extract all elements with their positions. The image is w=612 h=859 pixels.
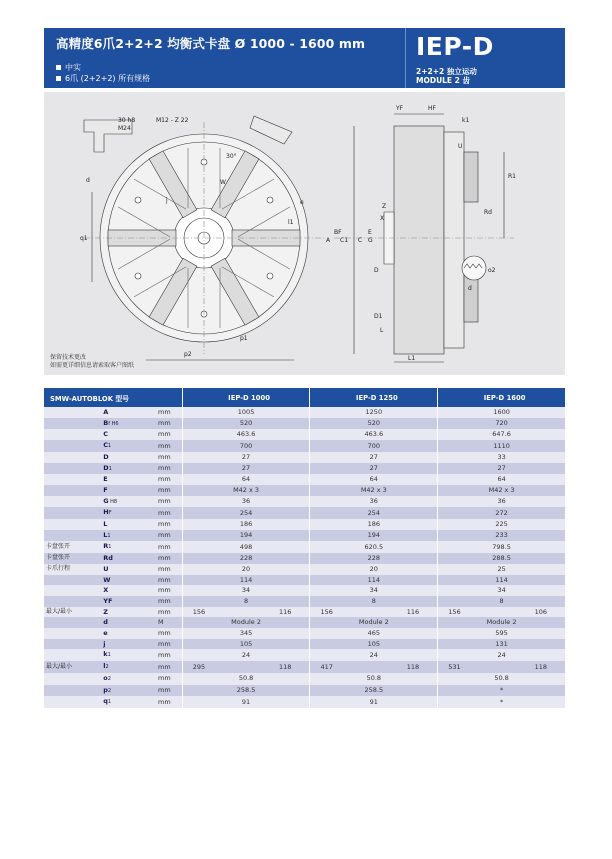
row-label: 卡盘张开 [44, 553, 97, 564]
dim-l1: l1 [288, 219, 294, 226]
header-banner [44, 28, 565, 88]
table-header-1600: IEP-D 1600 [438, 388, 565, 407]
table-row [44, 575, 565, 586]
row-label [44, 596, 97, 607]
table-cell: 258.5 [182, 685, 310, 697]
table-header-model: SMW-AUTOBLOK 型号 [44, 388, 182, 407]
table-cell: 91 [310, 696, 438, 708]
row-unit: mm [158, 440, 182, 452]
row-unit: mm [158, 607, 182, 618]
value-max: 156 [192, 607, 206, 616]
symbol-text: YF [103, 596, 113, 605]
row-unit: mm [158, 553, 182, 564]
table-cell: 114 [438, 575, 565, 586]
table-cell: M42 x 3 [182, 485, 310, 496]
table-cell: 36 [310, 496, 438, 508]
table-row [44, 649, 565, 661]
table-cell: 620.5 [310, 541, 438, 553]
dim-e: e [300, 199, 304, 206]
row-label [44, 440, 97, 452]
dim-h30: 30 h8 [118, 117, 136, 124]
symbol-text: d [103, 618, 108, 627]
row-unit: M [158, 617, 182, 628]
row-unit: mm [158, 661, 182, 673]
table-cell: Module 2 [438, 617, 565, 628]
row-unit: mm [158, 639, 182, 650]
spec-table [44, 388, 565, 708]
table-cell [310, 607, 438, 618]
row-label: 卡盘张开 [44, 541, 97, 553]
row-label [44, 585, 97, 596]
dim-x: X [380, 215, 385, 222]
symbol-text: j [103, 639, 106, 648]
symbol-text: B [103, 418, 109, 427]
dim-l1-side: L1 [408, 355, 416, 362]
row-unit: mm [158, 685, 182, 697]
table-cell: 20 [310, 564, 438, 575]
symbol-subscript: H8 [108, 498, 118, 505]
table-cell: 720 [438, 418, 565, 430]
value-min: 118 [406, 662, 420, 671]
table-cell: 34 [182, 585, 310, 596]
dim-m12: M12 - Z 22 [156, 117, 189, 124]
value-max: 417 [320, 662, 333, 671]
spec-table-wrapper [44, 388, 565, 708]
row-symbol [97, 407, 158, 418]
row-label [44, 429, 97, 440]
table-cell: 24 [182, 649, 310, 661]
table-row [44, 474, 565, 485]
table-cell: * [438, 685, 565, 697]
table-cell: 700 [182, 440, 310, 452]
dim-k1: k1 [462, 117, 470, 124]
row-unit: mm [158, 474, 182, 485]
table-cell: 254 [182, 507, 310, 519]
table-cell: 64 [182, 474, 310, 485]
row-label: 最大/最小 [44, 661, 97, 673]
row-label [44, 617, 97, 628]
value-max: 295 [192, 662, 206, 671]
dim-c: C [358, 237, 363, 244]
page-title: 高精度6爪2+2+2 均衡式卡盘 Ø 1000 - 1600 mm [56, 36, 366, 51]
dim-u: U [458, 143, 463, 150]
dim-m24: M24 [118, 125, 131, 132]
symbol-text: L [103, 520, 108, 529]
value-min: 118 [279, 662, 292, 671]
table-cell: 27 [310, 463, 438, 475]
table-row [44, 496, 565, 508]
table-cell: 345 [182, 628, 310, 639]
row-symbol [97, 607, 158, 618]
symbol-subscript: 2 [105, 664, 109, 671]
row-label [44, 673, 97, 685]
dim-r1: R1 [508, 173, 516, 180]
symbol-text: H [103, 508, 109, 517]
row-unit: mm [158, 564, 182, 575]
symbol-subscript: 2 [107, 687, 112, 694]
symbol-text: R [103, 542, 109, 551]
table-row [44, 585, 565, 596]
table-row [44, 673, 565, 685]
row-symbol [97, 673, 158, 685]
row-label [44, 485, 97, 496]
row-unit: mm [158, 463, 182, 475]
symbol-subscript: F [108, 510, 112, 517]
table-cell: 24 [310, 649, 438, 661]
drawing-notes: 保留技术更改 如需更详细信息请索取客户图纸 [50, 354, 135, 369]
table-cell: 105 [182, 639, 310, 650]
row-symbol [97, 685, 158, 697]
symbol-text: X [103, 586, 109, 595]
symbol-subscript: 1 [108, 544, 112, 551]
dim-o2: o2 [488, 267, 496, 274]
symbol-text: C [103, 441, 109, 450]
value-max: 156 [448, 607, 461, 616]
chuck-drawing [44, 92, 565, 375]
value-min: 118 [534, 662, 547, 671]
symbol-text: o [103, 673, 108, 682]
row-label [44, 463, 97, 475]
table-cell: 272 [438, 507, 565, 519]
product-code: IEP-D [416, 32, 494, 61]
row-symbol [97, 564, 158, 575]
row-label: 最大/最小 [44, 607, 97, 618]
table-cell: 33 [438, 452, 565, 463]
row-label [44, 530, 97, 542]
symbol-text: F [103, 485, 108, 494]
symbol-text: G [103, 496, 109, 505]
table-cell: 25 [438, 564, 565, 575]
dim-l: L [380, 327, 384, 334]
table-row [44, 463, 565, 475]
feature-list [56, 62, 150, 84]
dim-p1: p1 [240, 335, 248, 342]
table-cell: 463.6 [310, 429, 438, 440]
table-cell: 194 [310, 530, 438, 542]
table-cell: 27 [182, 452, 310, 463]
table-cell: 228 [182, 553, 310, 564]
dim-d-detail: d [468, 285, 472, 292]
row-label [44, 474, 97, 485]
symbol-text: q [103, 697, 108, 706]
table-row [44, 541, 565, 553]
table-cell: 8 [438, 596, 565, 607]
table-cell: 131 [438, 639, 565, 650]
row-symbol [97, 649, 158, 661]
table-cell: 20 [182, 564, 310, 575]
table-cell: 233 [438, 530, 565, 542]
row-label [44, 452, 97, 463]
row-unit: mm [158, 507, 182, 519]
row-label [44, 639, 97, 650]
table-row [44, 617, 565, 628]
symbol-text: D [103, 463, 109, 472]
table-cell: 8 [310, 596, 438, 607]
row-label [44, 628, 97, 639]
row-unit: mm [158, 673, 182, 685]
symbol-text: U [103, 564, 109, 573]
table-row [44, 530, 565, 542]
row-unit: mm [158, 596, 182, 607]
dim-rd: Rd [484, 209, 492, 216]
row-label [44, 507, 97, 519]
table-cell [182, 607, 310, 618]
row-symbol [97, 452, 158, 463]
table-cell: 1110 [438, 440, 565, 452]
dim-g: G [368, 237, 373, 244]
row-unit: mm [158, 628, 182, 639]
row-symbol [97, 661, 158, 673]
row-symbol [97, 553, 158, 564]
table-cell: 50.8 [182, 673, 310, 685]
row-label [44, 685, 97, 697]
dim-30deg: 30° [226, 153, 237, 160]
technical-drawing [44, 92, 565, 375]
symbol-text: D [103, 452, 109, 461]
table-row [44, 519, 565, 530]
dim-p2: p2 [184, 351, 192, 358]
table-cell: 36 [182, 496, 310, 508]
row-unit: mm [158, 530, 182, 542]
table-cell: 50.8 [438, 673, 565, 685]
table-cell: 186 [182, 519, 310, 530]
table-row [44, 429, 565, 440]
table-row [44, 485, 565, 496]
symbol-subscript: 1 [107, 652, 111, 659]
table-header-1000: IEP-D 1000 [182, 388, 310, 407]
row-symbol [97, 530, 158, 542]
row-symbol [97, 496, 158, 508]
row-symbol [97, 639, 158, 650]
symbol-text: E [103, 475, 108, 484]
value-max: 156 [320, 607, 333, 616]
table-cell: 27 [182, 463, 310, 475]
row-symbol [97, 519, 158, 530]
row-label [44, 575, 97, 586]
table-cell: 8 [182, 596, 310, 607]
table-row [44, 564, 565, 575]
symbol-subscript: 2 [107, 675, 111, 682]
row-symbol [97, 440, 158, 452]
row-label [44, 407, 97, 418]
row-unit: mm [158, 429, 182, 440]
table-row [44, 452, 565, 463]
row-symbol [97, 485, 158, 496]
row-label: 卡爪行程 [44, 564, 97, 575]
table-cell: Module 2 [310, 617, 438, 628]
table-cell: Module 2 [182, 617, 310, 628]
symbol-subscript: f H6 [108, 420, 119, 427]
row-symbol [97, 474, 158, 485]
symbol-subscript: 1 [108, 465, 112, 472]
dim-d: d [86, 177, 90, 184]
table-cell: 34 [310, 585, 438, 596]
dim-a: A [326, 237, 331, 244]
chuck-side-view [394, 126, 444, 354]
table-row [44, 639, 565, 650]
dim-d1: D1 [374, 313, 383, 320]
table-cell: 194 [182, 530, 310, 542]
table-cell: M42 x 3 [310, 485, 438, 496]
table-cell: M42 x 3 [438, 485, 565, 496]
row-unit: mm [158, 452, 182, 463]
dim-c1: C1 [340, 237, 349, 244]
symbol-text: p [103, 685, 108, 694]
row-unit: mm [158, 696, 182, 708]
table-cell [438, 607, 565, 618]
symbol-text: A [103, 408, 109, 416]
row-unit: mm [158, 418, 182, 430]
dim-hf: HF [428, 105, 436, 112]
row-unit: mm [158, 496, 182, 508]
table-row [44, 507, 565, 519]
header-divider [405, 28, 406, 88]
row-symbol [97, 418, 158, 430]
table-cell: 91 [182, 696, 310, 708]
table-cell: 798.5 [438, 541, 565, 553]
table-cell: 288.5 [438, 553, 565, 564]
table-cell [182, 661, 310, 673]
feature-item: 6爪 (2+2+2) 所有规格 [56, 73, 150, 84]
table-cell: 114 [182, 575, 310, 586]
symbol-text: Rd [103, 554, 113, 563]
feature-item: 中实 [56, 62, 150, 73]
table-cell: 34 [438, 585, 565, 596]
symbol-subscript: 1 [108, 443, 112, 450]
row-label [44, 649, 97, 661]
table-cell [310, 661, 438, 673]
row-symbol [97, 696, 158, 708]
dim-d-side: D [374, 267, 379, 274]
table-cell: 1250 [310, 407, 438, 418]
table-cell: * [438, 696, 565, 708]
dim-j: j [166, 197, 168, 204]
symbol-text: Z [103, 607, 108, 616]
table-cell: 258.5 [310, 685, 438, 697]
row-unit: mm [158, 519, 182, 530]
table-cell: 647.6 [438, 429, 565, 440]
table-cell: 64 [310, 474, 438, 485]
symbol-text: l [103, 662, 106, 671]
row-symbol [97, 617, 158, 628]
table-body [44, 407, 565, 708]
row-symbol [97, 463, 158, 475]
symbol-subscript: 1 [107, 532, 111, 539]
row-unit: mm [158, 541, 182, 553]
symbol-text: k [103, 650, 108, 659]
bullet-square-icon [56, 65, 61, 70]
dim-w: W [220, 179, 226, 186]
dim-yf: YF [396, 105, 404, 112]
symbol-text: C [103, 430, 109, 439]
dim-e-side: E [368, 229, 372, 236]
table-row [44, 418, 565, 430]
table-row [44, 685, 565, 697]
row-unit: mm [158, 585, 182, 596]
row-unit: mm [158, 485, 182, 496]
row-unit: mm [158, 649, 182, 661]
table-cell: 36 [438, 496, 565, 508]
row-label [44, 496, 97, 508]
table-cell: 50.8 [310, 673, 438, 685]
product-subtitle: 2+2+2 独立运动 MODULE 2 齿 [416, 67, 477, 85]
symbol-subscript: 1 [107, 699, 112, 706]
table-cell: 27 [310, 452, 438, 463]
table-cell: 24 [438, 649, 565, 661]
table-cell: 595 [438, 628, 565, 639]
row-unit: mm [158, 575, 182, 586]
table-cell: 114 [310, 575, 438, 586]
row-symbol [97, 429, 158, 440]
table-row [44, 628, 565, 639]
table-row [44, 596, 565, 607]
table-cell: 700 [310, 440, 438, 452]
table-row [44, 440, 565, 452]
symbol-text: L [103, 530, 108, 539]
table-row [44, 407, 565, 418]
table-row [44, 553, 565, 564]
table-cell: 225 [438, 519, 565, 530]
row-symbol [97, 596, 158, 607]
table-cell: 1005 [182, 407, 310, 418]
table-row [44, 661, 565, 673]
table-cell: 228 [310, 553, 438, 564]
table-header-row [44, 388, 565, 407]
table-cell [438, 661, 565, 673]
row-label [44, 418, 97, 430]
table-cell: 186 [310, 519, 438, 530]
dim-bf: BF [334, 229, 342, 236]
row-symbol [97, 628, 158, 639]
table-cell: 105 [310, 639, 438, 650]
table-row [44, 607, 565, 618]
table-cell: 520 [182, 418, 310, 430]
row-symbol [97, 575, 158, 586]
table-cell: 498 [182, 541, 310, 553]
table-cell: 465 [310, 628, 438, 639]
row-symbol [97, 541, 158, 553]
table-header-1250: IEP-D 1250 [310, 388, 438, 407]
dim-z: Z [382, 203, 387, 210]
value-min: 116 [279, 607, 292, 616]
table-cell: 254 [310, 507, 438, 519]
symbol-text: e [103, 629, 108, 638]
dim-q1: q1 [80, 235, 88, 242]
table-cell: 27 [438, 463, 565, 475]
table-cell: 1600 [438, 407, 565, 418]
table-row [44, 696, 565, 708]
table-cell: 64 [438, 474, 565, 485]
row-unit: mm [158, 407, 182, 418]
bullet-square-icon [56, 76, 61, 81]
value-min: 116 [406, 607, 420, 616]
value-max: 531 [448, 662, 461, 671]
row-label [44, 696, 97, 708]
row-symbol [97, 585, 158, 596]
value-min: 106 [534, 607, 547, 616]
symbol-text: W [103, 575, 111, 584]
row-symbol [97, 507, 158, 519]
table-cell: 520 [310, 418, 438, 430]
row-label [44, 519, 97, 530]
table-cell: 463.6 [182, 429, 310, 440]
